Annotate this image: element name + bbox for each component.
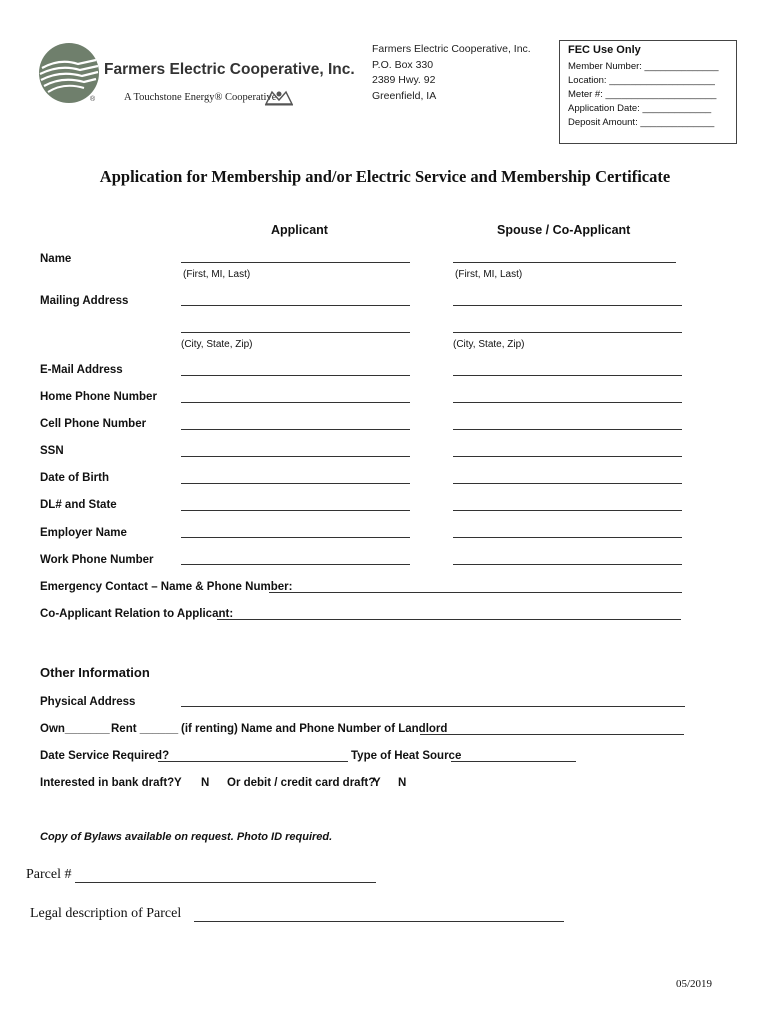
co-applicant-email-field[interactable] bbox=[453, 375, 682, 376]
touchstone-energy-icon bbox=[264, 88, 294, 106]
card-draft-yes[interactable]: Y bbox=[373, 777, 381, 789]
emergency-contact-field[interactable] bbox=[269, 592, 682, 593]
city-hint: (City, State, Zip) bbox=[453, 339, 525, 350]
address-line: 2389 Hwy. 92 bbox=[372, 74, 436, 86]
work-phone-label: Work Phone Number bbox=[40, 554, 154, 566]
tagline: A Touchstone Energy® Cooperative bbox=[124, 92, 277, 103]
fec-use-only-box bbox=[559, 40, 737, 144]
own-field[interactable]: Own_______ bbox=[40, 723, 110, 735]
applicant-home-phone-field[interactable] bbox=[181, 402, 410, 403]
landlord-label: (if renting) Name and Phone Number of Landlord bbox=[181, 723, 448, 735]
application-date-field[interactable]: Application Date: _____________ bbox=[568, 103, 712, 114]
co-applicant-column-header: Spouse / Co-Applicant bbox=[497, 223, 631, 237]
co-applicant-employer-field[interactable] bbox=[453, 537, 682, 538]
landlord-field[interactable] bbox=[420, 734, 684, 735]
bank-draft-no[interactable]: N bbox=[201, 777, 210, 789]
date-service-field[interactable] bbox=[158, 761, 348, 762]
co-applicant-city-field[interactable] bbox=[453, 332, 682, 333]
relation-field[interactable] bbox=[217, 619, 681, 620]
applicant-employer-field[interactable] bbox=[181, 537, 410, 538]
rent-field[interactable]: Rent ______ bbox=[111, 723, 179, 735]
registered-mark: ® bbox=[90, 96, 96, 103]
applicant-mailing-address-field[interactable] bbox=[181, 305, 410, 306]
physical-address-label: Physical Address bbox=[40, 696, 136, 708]
legal-description-field[interactable] bbox=[194, 921, 564, 922]
physical-address-field[interactable] bbox=[181, 706, 685, 707]
co-applicant-cell-phone-field[interactable] bbox=[453, 429, 682, 430]
home-phone-label: Home Phone Number bbox=[40, 391, 157, 403]
city-hint: (City, State, Zip) bbox=[181, 339, 253, 350]
co-applicant-home-phone-field[interactable] bbox=[453, 402, 682, 403]
applicant-work-phone-field[interactable] bbox=[181, 564, 410, 565]
employer-label: Employer Name bbox=[40, 527, 127, 539]
co-applicant-work-phone-field[interactable] bbox=[453, 564, 682, 565]
applicant-column-header: Applicant bbox=[271, 223, 328, 237]
bank-draft-label: Interested in bank draft? bbox=[40, 777, 175, 789]
bylaws-note: Copy of Bylaws available on request. Photo ID required. bbox=[40, 831, 333, 843]
relation-label: Co-Applicant Relation to Applicant: bbox=[40, 608, 234, 620]
parcel-field[interactable] bbox=[75, 882, 376, 883]
co-applicant-dl-field[interactable] bbox=[453, 510, 682, 511]
email-label: E-Mail Address bbox=[40, 364, 123, 376]
member-number-field[interactable]: Member Number: ______________ bbox=[568, 61, 719, 72]
date-service-label: Date Service Required? bbox=[40, 750, 170, 762]
name-hint: (First, MI, Last) bbox=[183, 269, 251, 280]
cell-phone-label: Cell Phone Number bbox=[40, 418, 147, 430]
name-label: Name bbox=[40, 253, 72, 265]
co-applicant-dob-field[interactable] bbox=[453, 483, 682, 484]
co-applicant-ssn-field[interactable] bbox=[453, 456, 682, 457]
other-information-heading: Other Information bbox=[40, 665, 150, 680]
org-name: Farmers Electric Cooperative, Inc. bbox=[104, 61, 355, 78]
page-title: Application for Membership and/or Electric Service and Membership Certificate bbox=[99, 167, 671, 186]
applicant-email-field[interactable] bbox=[181, 375, 410, 376]
dl-label: DL# and State bbox=[40, 499, 117, 511]
address-line: P.O. Box 330 bbox=[372, 58, 434, 71]
applicant-dl-field[interactable] bbox=[181, 510, 410, 511]
applicant-cell-phone-field[interactable] bbox=[181, 429, 410, 430]
dob-label: Date of Birth bbox=[40, 472, 109, 484]
cooperative-logo-icon bbox=[38, 42, 100, 104]
co-applicant-mailing-address-field[interactable] bbox=[453, 305, 682, 306]
applicant-name-field[interactable] bbox=[181, 262, 410, 263]
bank-draft-yes[interactable]: Y bbox=[174, 777, 182, 789]
heat-source-field[interactable] bbox=[451, 761, 576, 762]
card-draft-label: Or debit / credit card draft? bbox=[227, 777, 376, 789]
heat-source-label: Type of Heat Source bbox=[351, 750, 462, 762]
applicant-dob-field[interactable] bbox=[181, 483, 410, 484]
cooperative-address bbox=[372, 42, 531, 104]
meter-field[interactable]: Meter #: _____________________ bbox=[568, 89, 717, 100]
location-field[interactable]: Location: ____________________ bbox=[568, 75, 715, 86]
parcel-label: Parcel # bbox=[26, 867, 72, 882]
emergency-contact-label: Emergency Contact – Name & Phone Number: bbox=[40, 581, 293, 593]
applicant-city-field[interactable] bbox=[181, 332, 410, 333]
mailing-address-label: Mailing Address bbox=[40, 295, 129, 307]
address-line: Farmers Electric Cooperative, Inc. bbox=[372, 43, 531, 55]
address-line: Greenfield, IA bbox=[372, 89, 437, 102]
fec-box-title: FEC Use Only bbox=[568, 44, 641, 56]
applicant-ssn-field[interactable] bbox=[181, 456, 410, 457]
co-applicant-name-field[interactable] bbox=[453, 262, 676, 263]
deposit-amount-field[interactable]: Deposit Amount: ______________ bbox=[568, 117, 715, 128]
form-date-code: 05/2019 bbox=[676, 978, 713, 990]
legal-description-label: Legal description of Parcel bbox=[30, 906, 182, 921]
name-hint: (First, MI, Last) bbox=[455, 269, 523, 280]
ssn-label: SSN bbox=[40, 445, 64, 457]
card-draft-no[interactable]: N bbox=[398, 777, 407, 789]
